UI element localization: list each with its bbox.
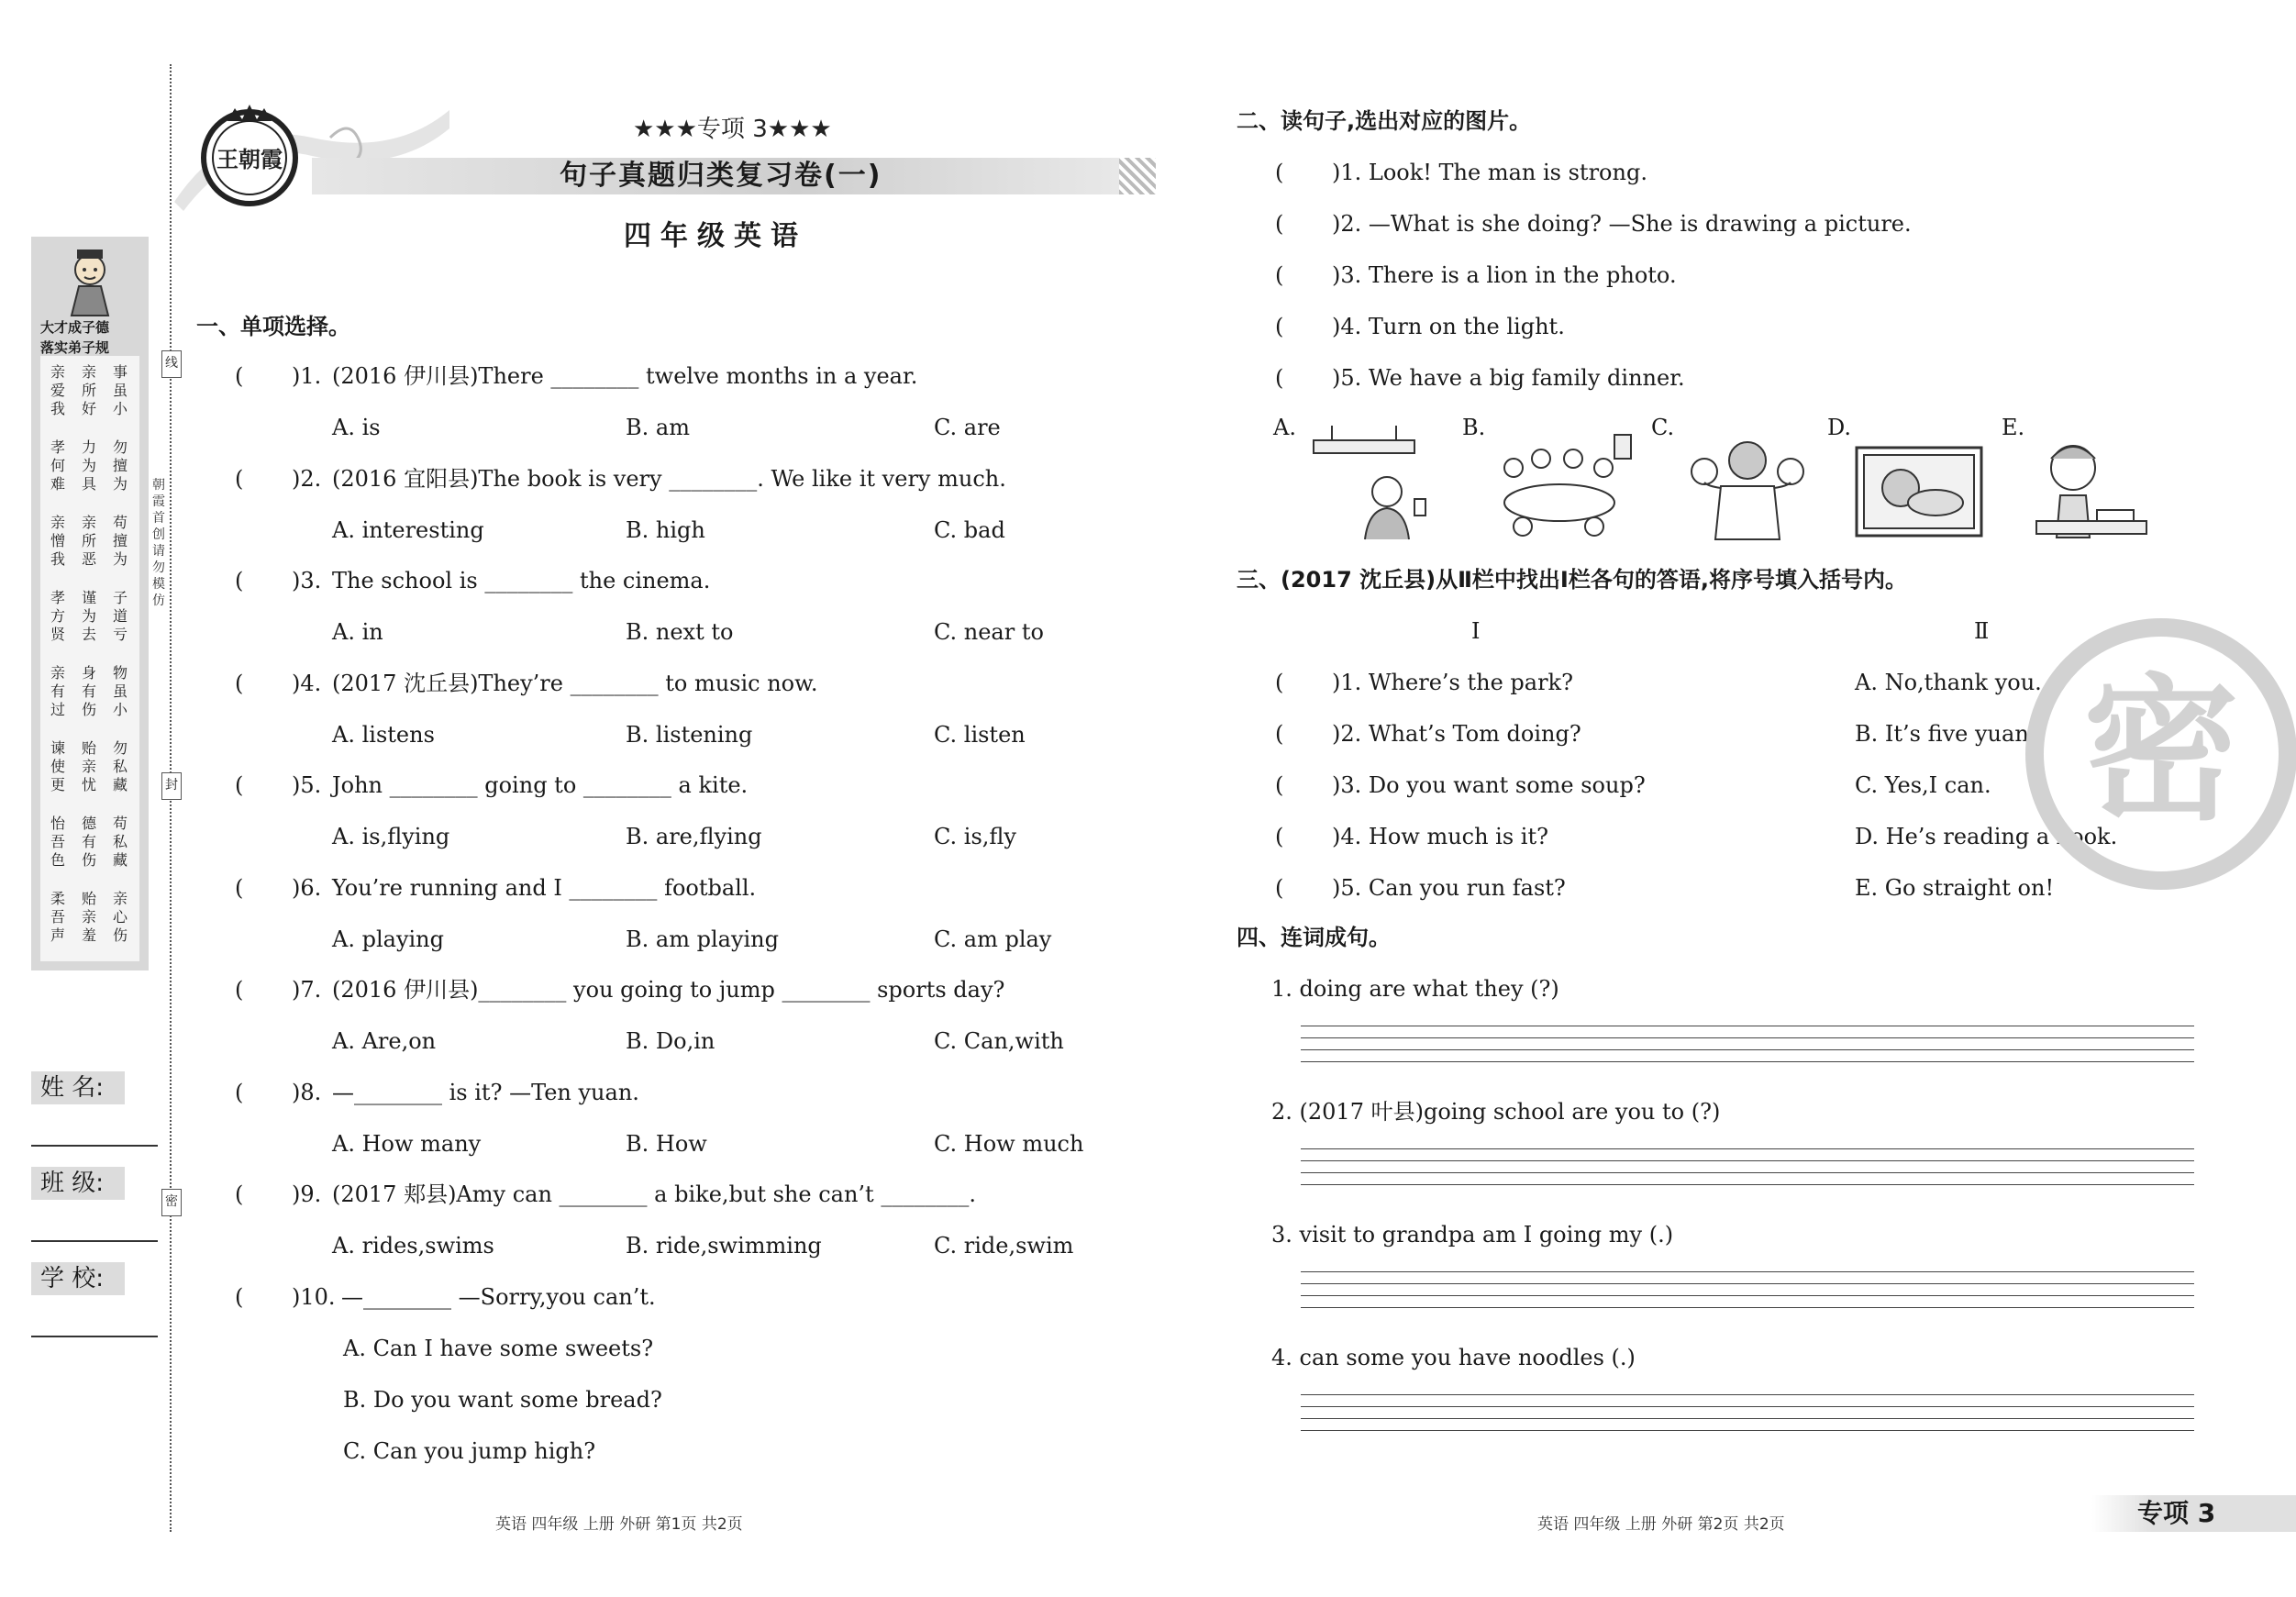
motto-column: 亲有过 <box>50 664 65 718</box>
column-2-item: D. He’s reading a book. <box>1855 824 2118 849</box>
answer-paren[interactable]: ( <box>1275 211 1284 237</box>
answer-paren[interactable]: ( <box>235 874 244 901</box>
word-order-item: 1. doing are what they (?) <box>1271 976 1559 1002</box>
answer-paren[interactable]: ( <box>1275 160 1284 185</box>
question-text: (2016 伊川县)There ________ twelve months in a year. <box>332 363 918 389</box>
question-text: (2017 郏县)Amy can ________ a bike,but she can’t ________. <box>332 1181 976 1207</box>
question-text: (2016 宜阳县)The book is very ________. We like it very much. <box>332 465 1006 492</box>
motto-column: 勿私藏 <box>112 739 128 793</box>
sidebar-panel <box>31 237 149 970</box>
answer-paren[interactable]: ( <box>1275 262 1284 288</box>
motto-grid <box>40 356 139 961</box>
answer-paren[interactable]: ( <box>235 1181 244 1207</box>
column-2-item: C. Yes,I can. <box>1855 772 1991 798</box>
answer-lines[interactable] <box>1301 1148 2194 1196</box>
column-1-header: Ⅰ <box>1471 618 1481 644</box>
motto-column: 事虽小 <box>112 363 128 417</box>
answer-paren[interactable]: ( <box>1275 721 1284 747</box>
answer-lines[interactable] <box>1301 1026 2194 1073</box>
name-label: 姓 名: <box>31 1071 125 1104</box>
school-label: 学 校: <box>31 1262 125 1295</box>
answer-paren[interactable]: ( <box>235 977 244 1003</box>
brand-logo <box>194 101 305 211</box>
motto-column: 怡吾色 <box>50 815 65 869</box>
series-label: ★★★专项 3★★★ <box>633 116 832 143</box>
section1-heading: 一、单项选择。 <box>196 314 350 339</box>
motto-column: 柔吾声 <box>50 890 65 944</box>
motto-column: 亲所恶 <box>81 514 96 568</box>
option-b: B. Do you want some bread? <box>343 1387 662 1413</box>
motto-column: 贻亲忧 <box>81 739 96 793</box>
option-c: C. Can,with <box>934 1028 1064 1054</box>
vertical-note: 朝霞首创 请勿模仿 <box>152 478 165 608</box>
option-b: B. am <box>626 415 690 440</box>
question-number: )5. <box>292 772 322 798</box>
question-number: )9. <box>292 1181 322 1207</box>
answer-paren[interactable]: ( <box>1275 875 1284 901</box>
option-a: A. How many <box>332 1130 482 1157</box>
motto-column: 亲爱我 <box>50 363 65 417</box>
option-c: C. is,fly <box>934 824 1016 849</box>
question-text: (2016 伊川县)________ you going to jump ________ sports day? <box>332 977 1005 1003</box>
class-label: 班 级: <box>31 1167 125 1200</box>
binding-tag-line: 线 <box>161 350 182 378</box>
motto-column: 亲所好 <box>81 363 96 417</box>
column-1-item: )1. Where’s the park? <box>1332 670 1573 695</box>
word-order-item: 3. visit to grandpa am I going my (.) <box>1271 1222 1674 1248</box>
column-1-item: )2. What’s Tom doing? <box>1332 721 1581 747</box>
option-c: C. Can you jump high? <box>343 1438 596 1464</box>
picture-label-c: C. <box>1651 415 1675 440</box>
option-b: B. Do,in <box>626 1028 715 1054</box>
option-b: B. listening <box>626 721 753 748</box>
word-order-item: 4. can some you have noodles (.) <box>1271 1345 1636 1370</box>
option-a: A. in <box>332 619 383 645</box>
picture-label-b: B. <box>1462 415 1486 440</box>
motto-column: 苟擅为 <box>112 514 128 568</box>
option-a: A. Are,on <box>332 1028 437 1054</box>
option-a: A. is,flying <box>332 824 450 849</box>
svg-text:王朝霞: 王朝霞 <box>216 146 283 172</box>
answer-paren[interactable]: ( <box>235 1284 244 1310</box>
option-b: B. are,flying <box>626 824 762 849</box>
answer-paren[interactable]: ( <box>235 670 244 696</box>
question-text: John ________ going to ________ a kite. <box>332 772 749 798</box>
question-text: The school is ________ the cinema. <box>332 568 711 593</box>
question-text: —________ —Sorry,you can’t. <box>341 1284 656 1310</box>
sidebar-motto-1: 大才成子德 <box>40 319 110 336</box>
option-a: A. playing <box>332 926 444 952</box>
column-1-item: )4. How much is it? <box>1332 824 1548 849</box>
option-c: C. near to <box>934 619 1044 645</box>
binding-tag-seal: 封 <box>161 772 182 800</box>
class-field[interactable] <box>31 1240 158 1242</box>
page-title: 句子真题归类复习卷(一) <box>560 160 882 192</box>
motto-column: 亲心伤 <box>112 890 128 944</box>
option-a: A. interesting <box>332 516 484 543</box>
column-1-item: )5. Can you run fast? <box>1332 875 1566 901</box>
option-a: A. Can I have some sweets? <box>343 1336 654 1361</box>
answer-paren[interactable]: ( <box>235 465 244 492</box>
picture-match-item: )3. There is a lion in the photo. <box>1332 262 1677 288</box>
question-text: —________ is it? —Ten yuan. <box>332 1079 639 1105</box>
question-number: )6. <box>292 874 322 901</box>
option-c: C. ride,swim <box>934 1233 1074 1259</box>
motto-column: 谏使更 <box>50 739 65 793</box>
motto-column: 物虽小 <box>112 664 128 718</box>
motto-column: 孝方贤 <box>50 589 65 643</box>
picture-match-item: )4. Turn on the light. <box>1332 314 1565 339</box>
question-text: You’re running and I ________ football. <box>332 874 757 901</box>
question-text: (2017 沈丘县)They’re ________ to music now. <box>332 670 818 696</box>
picture-label-e: E. <box>2002 415 2025 440</box>
question-number: )3. <box>292 568 322 593</box>
column-2-item: A. No,thank you. <box>1855 670 2042 695</box>
question-number: )8. <box>292 1079 322 1105</box>
answer-paren[interactable]: ( <box>235 772 244 798</box>
column-1-item: )3. Do you want some soup? <box>1332 772 1646 798</box>
motto-column: 力为具 <box>81 438 96 493</box>
picture-label-d: D. <box>1827 415 1852 440</box>
option-c: C. are <box>934 415 1001 440</box>
answer-paren[interactable]: ( <box>235 568 244 593</box>
option-b: B. next to <box>626 619 734 645</box>
section4-heading: 四、连词成句。 <box>1237 925 1391 950</box>
answer-paren[interactable]: ( <box>1275 365 1284 391</box>
answer-paren[interactable]: ( <box>1275 314 1284 339</box>
option-a: A. rides,swims <box>332 1233 494 1259</box>
column-2-item: B. It’s five yuan. <box>1855 721 2036 747</box>
motto-column: 身有伤 <box>81 664 96 718</box>
sidebar-motto-2: 落实弟子规 <box>40 339 110 356</box>
option-b: B. high <box>626 516 705 543</box>
answer-paren[interactable]: ( <box>235 363 244 389</box>
motto-column: 苟私藏 <box>112 815 128 869</box>
column-2-item: E. Go straight on! <box>1855 875 2055 901</box>
motto-column: 勿擅为 <box>112 438 128 493</box>
option-b: B. How <box>626 1130 707 1157</box>
option-b: B. am playing <box>626 926 779 952</box>
answer-paren[interactable]: ( <box>1275 670 1284 695</box>
question-number: )2. <box>292 465 322 492</box>
motto-column: 贻亲羞 <box>81 890 96 944</box>
option-c: C. bad <box>934 516 1005 543</box>
mascot-icon <box>62 244 117 317</box>
picture-match-item: )2. —What is she doing? —She is drawing a picture. <box>1332 211 1912 237</box>
answer-paren[interactable]: ( <box>1275 824 1284 849</box>
option-b: B. ride,swimming <box>626 1233 822 1259</box>
option-c: C. How much <box>934 1130 1084 1157</box>
section3-heading: 三、(2017 沈丘县)从Ⅱ栏中找出Ⅰ栏各句的答语,将序号填入括号内。 <box>1237 567 1907 593</box>
binding-tag-secret: 密 <box>161 1189 182 1216</box>
family-dinner-picture <box>1486 431 1633 541</box>
option-c: C. listen <box>934 721 1026 748</box>
question-number: )1. <box>292 363 322 389</box>
motto-column: 谨为去 <box>81 589 96 643</box>
school-field[interactable] <box>31 1336 158 1337</box>
lamp-boy-picture <box>1304 422 1442 541</box>
section2-heading: 二、读句子,选出对应的图片。 <box>1237 108 1532 134</box>
svg-text:密: 密 <box>2082 660 2240 842</box>
motto-column: 孝何难 <box>50 438 65 493</box>
answer-lines[interactable] <box>1301 1394 2194 1442</box>
secret-watermark <box>2024 616 2296 892</box>
question-number: )4. <box>292 670 322 696</box>
answer-paren[interactable]: ( <box>235 1079 244 1105</box>
name-field[interactable] <box>31 1145 158 1147</box>
footer-page-2: 英语 四年级 上册 外研 第2页 共2页 <box>1537 1515 1785 1534</box>
question-number: )7. <box>292 977 322 1003</box>
option-a: A. listens <box>332 721 435 748</box>
footer-page-1: 英语 四年级 上册 外研 第1页 共2页 <box>495 1515 743 1534</box>
motto-column: 亲憎我 <box>50 514 65 568</box>
word-order-item: 2. (2017 叶县)going school are you to (?) <box>1271 1099 1721 1125</box>
motto-column: 子道亏 <box>112 589 128 643</box>
picture-label-a: A. <box>1273 415 1296 440</box>
answer-lines[interactable] <box>1301 1271 2194 1319</box>
picture-match-item: )5. We have a big family dinner. <box>1332 365 1685 391</box>
girl-drawing-picture <box>2033 431 2152 541</box>
option-a: A. is <box>332 415 381 440</box>
subject-title: 四年级英语 <box>624 220 807 252</box>
motto-column: 德有伤 <box>81 815 96 869</box>
answer-paren[interactable]: ( <box>1275 772 1284 798</box>
corner-tag: 专项 3 <box>2137 1498 2216 1528</box>
option-c: C. am play <box>934 926 1052 952</box>
question-number: )10. <box>292 1284 336 1310</box>
strong-man-picture <box>1688 431 1807 541</box>
column-2-header: Ⅱ <box>1974 618 1990 644</box>
picture-match-item: )1. Look! The man is strong. <box>1332 160 1647 185</box>
lion-photo-picture <box>1855 446 1983 538</box>
